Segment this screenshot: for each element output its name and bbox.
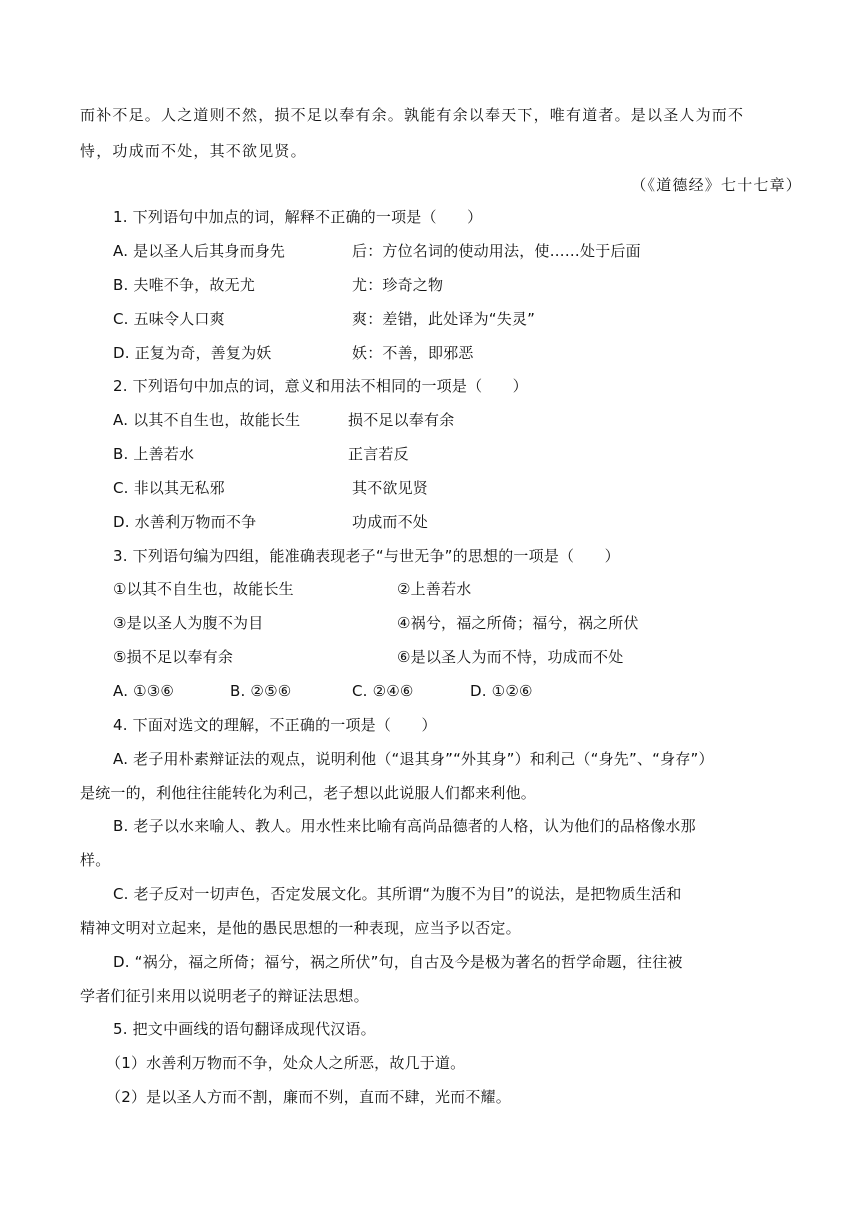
q1-option-d: D. 正复为奇，善复为妖 bbox=[113, 344, 272, 362]
q4-option-c-line-2: 精神文明对立起来，是他的愚民思想的一种表现，应当予以否定。 bbox=[80, 919, 521, 937]
q3-answer-b: B. ②⑤⑥ bbox=[230, 682, 292, 700]
q1-option-a: A. 是以圣人后其身而身先 bbox=[113, 242, 286, 260]
q1-option-a-note: 后：方位名词的使动用法，使……处于后面 bbox=[352, 242, 641, 260]
q5-stem: 5. 把文中画线的语句翻译成现代汉语。 bbox=[113, 1020, 376, 1038]
q1-stem: 1. 下列语句中加点的词，解释不正确的一项是（ ） bbox=[113, 208, 483, 226]
q3-item-2: ②上善若水 bbox=[397, 580, 472, 598]
q3-answer-d: D. ①②⑥ bbox=[470, 682, 533, 700]
q3-answer-c: C. ②④⑥ bbox=[352, 682, 414, 700]
q2-option-b-note: 正言若反 bbox=[348, 445, 409, 463]
q4-option-a-line-1: A. 老子用朴素辩证法的观点，说明利他（“退其身”“外其身”）和利己（“身先”、“身存”） bbox=[113, 750, 714, 768]
q3-stem: 3. 下列语句编为四组，能准确表现老子“与世无争”的思想的一项是（ ） bbox=[113, 547, 620, 565]
q3-item-6: ⑥是以圣人为而不恃，功成而不处 bbox=[397, 648, 624, 666]
q3-item-1: ①以其不自生也，故能长生 bbox=[113, 580, 294, 598]
q4-option-d-line-1: D. “祸分，福之所倚；福兮，祸之所伏”句，自古及今是极为著名的哲学命题，往往被 bbox=[113, 953, 683, 971]
q5-sentence-2: （2）是以圣人方而不割，廉而不刿，直而不肆，光而不耀。 bbox=[106, 1088, 511, 1106]
q3-item-3: ③是以圣人为腹不为目 bbox=[113, 614, 264, 632]
q2-option-d: D. 水善利万物而不争 bbox=[113, 513, 257, 531]
q2-option-b: B. 上善若水 bbox=[113, 445, 195, 463]
q3-item-5: ⑤损不足以奉有余 bbox=[113, 648, 234, 666]
q1-option-c-note: 爽：差错，此处译为“失灵” bbox=[352, 310, 536, 328]
q5-sentence-1: （1）水善利万物而不争，处众人之所恶，故几于道。 bbox=[106, 1054, 466, 1072]
q3-item-4: ④祸兮，福之所倚；福兮，祸之所伏 bbox=[397, 614, 639, 632]
q2-option-a-note: 损不足以奉有余 bbox=[348, 411, 455, 429]
q3-answer-a: A. ①③⑥ bbox=[113, 682, 175, 700]
q2-stem: 2. 下列语句中加点的词，意义和用法不相同的一项是（ ） bbox=[113, 377, 528, 395]
q4-option-b-line-2: 样。 bbox=[80, 851, 111, 869]
passage-line-2: 恃，功成而不处，其不欲见贤。 bbox=[80, 142, 307, 160]
q1-option-b: B. 夫唯不争，故无尤 bbox=[113, 276, 256, 294]
q4-option-c-line-1: C. 老子反对一切声色，否定发展文化。其所谓“为腹不为目”的说法，是把物质生活和 bbox=[113, 885, 682, 903]
q4-option-d-line-2: 学者们征引来用以说明老子的辩证法思想。 bbox=[80, 987, 369, 1005]
passage-line-1: 而补不足。人之道则不然，损不足以奉有余。孰能有余以奉天下，唯有道者。是以圣人为而不 bbox=[80, 106, 745, 124]
q2-option-c-note: 其不欲见贤 bbox=[352, 479, 429, 497]
q4-option-a-line-2: 是统一的，利他往往能转化为利己，老子想以此说服人们都来利他。 bbox=[80, 784, 537, 802]
q2-option-c: C. 非以其无私邪 bbox=[113, 479, 225, 497]
q2-option-d-note: 功成而不处 bbox=[352, 513, 429, 531]
passage-source: （《道德经》七十七章） bbox=[631, 176, 802, 194]
q1-option-c: C. 五味令人口爽 bbox=[113, 310, 225, 328]
q4-stem: 4. 下面对选文的理解，不正确的一项是（ ） bbox=[113, 716, 437, 734]
q4-option-b-line-1: B. 老子以水来喻人、教人。用水性来比喻有高尚品德者的人格，认为他们的品格像水那 bbox=[113, 817, 696, 835]
q1-option-d-note: 妖：不善，即邪恶 bbox=[352, 344, 474, 362]
q1-option-b-note: 尤：珍奇之物 bbox=[352, 276, 444, 294]
q2-option-a: A. 以其不自生也，故能长生 bbox=[113, 411, 301, 429]
